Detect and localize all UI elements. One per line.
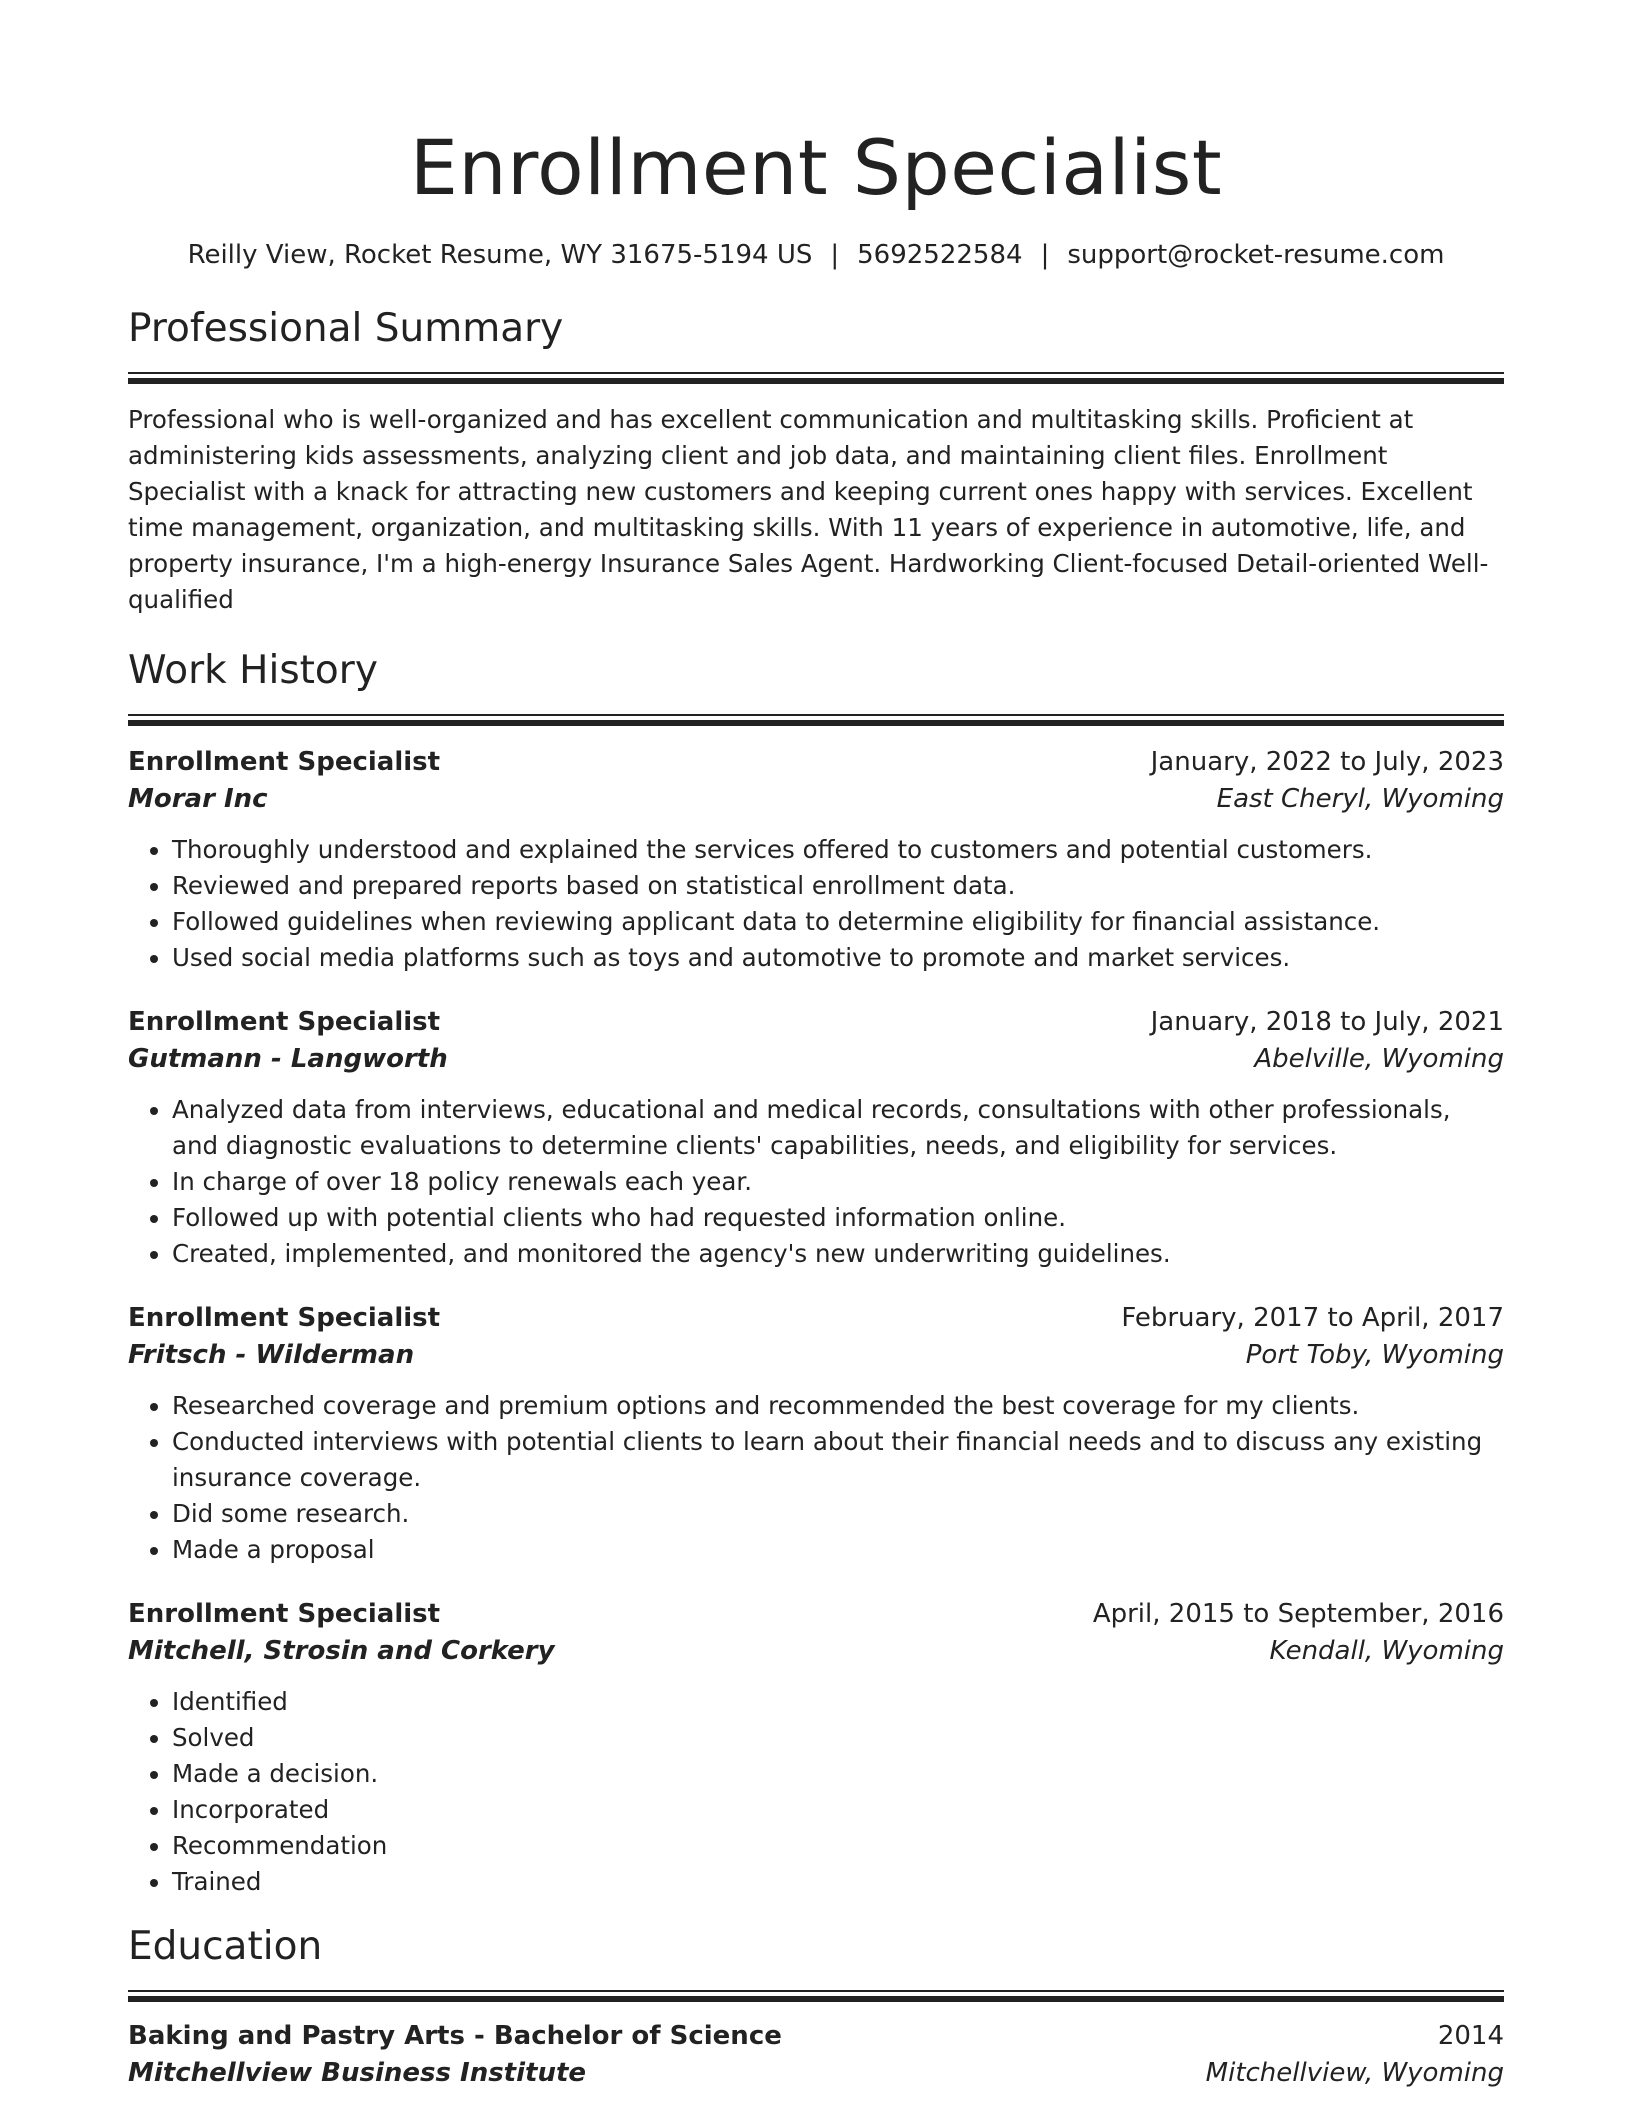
job-title: Enrollment Specialist bbox=[128, 1599, 441, 1629]
job-title: Enrollment Specialist bbox=[128, 747, 441, 777]
job-bullet: • Identified bbox=[172, 1684, 1504, 1720]
education-section bbox=[128, 1922, 1504, 2092]
job-company: Mitchell, Strosin and Corkery bbox=[128, 1636, 555, 1666]
job-bullet: • Researched coverage and premium options and recommended the best coverage for my clients. bbox=[172, 1388, 1504, 1424]
job-location: East Cheryl, Wyoming bbox=[1216, 784, 1504, 814]
section-divider bbox=[128, 1990, 1504, 2002]
job-bullet: • Followed up with potential clients who had requested information online. bbox=[172, 1200, 1504, 1236]
job-bullets bbox=[128, 1092, 1504, 1272]
education-year: 2014 bbox=[1437, 2021, 1504, 2051]
job-bullet: • In charge of over 18 policy renewals each year. bbox=[172, 1164, 1504, 1200]
job-title: Enrollment Specialist bbox=[128, 1007, 441, 1037]
job-entry bbox=[128, 744, 1504, 976]
job-header-row bbox=[128, 744, 1504, 780]
job-bullet: • Made a decision. bbox=[172, 1756, 1504, 1792]
job-company: Gutmann - Langworth bbox=[128, 1044, 448, 1074]
education-school-row bbox=[128, 2054, 1504, 2092]
work-history-heading: Work History bbox=[128, 648, 378, 693]
summary-text: Professional who is well-organized and has excellent communication and multitasking skills. Proficient at administering kids assessments, analyzing client and job data, and maintaining client files. Enrollment Specialist with a knack for attracting new customers and keeping current ones happy with services. Excellent time management, organization, and multitasking skills. With 11 years of experience in automotive, life, and property insurance, I'm a high-energy Insurance Sales Agent. Hardworking Client-focused Detail-oriented Well-qualified bbox=[128, 405, 1489, 614]
education-header-row bbox=[128, 2018, 1504, 2054]
job-location: Kendall, Wyoming bbox=[1269, 1636, 1504, 1666]
job-company-row bbox=[128, 1040, 1504, 1078]
job-dates: January, 2018 to July, 2021 bbox=[1150, 1007, 1504, 1037]
summary-heading: Professional Summary bbox=[128, 306, 564, 351]
job-title: Enrollment Specialist bbox=[128, 1303, 441, 1333]
job-bullet: • Thoroughly understood and explained the services offered to customers and potential customers. bbox=[172, 832, 1504, 868]
job-entry bbox=[128, 1596, 1504, 1900]
job-company: Fritsch - Wilderman bbox=[128, 1340, 415, 1370]
job-company-row bbox=[128, 780, 1504, 818]
education-location: Mitchellview, Wyoming bbox=[1205, 2058, 1504, 2088]
contact-separator: | bbox=[830, 240, 840, 270]
job-header-row bbox=[128, 1004, 1504, 1040]
job-bullet: • Made a proposal bbox=[172, 1532, 1504, 1568]
education-entry bbox=[128, 2018, 1504, 2092]
job-dates: February, 2017 to April, 2017 bbox=[1121, 1303, 1504, 1333]
section-divider bbox=[128, 372, 1504, 384]
job-company-row bbox=[128, 1632, 1504, 1670]
job-bullet: • Solved bbox=[172, 1720, 1504, 1756]
job-bullet: • Analyzed data from interviews, educational and medical records, consultations with other professionals, and diagnostic evaluations to determine clients' capabilities, needs, and eligibility for services. bbox=[172, 1092, 1504, 1164]
job-bullet: • Trained bbox=[172, 1864, 1504, 1900]
job-bullets bbox=[128, 832, 1504, 976]
contact-separator: | bbox=[1040, 240, 1050, 270]
job-company-row bbox=[128, 1336, 1504, 1374]
job-bullet: • Did some research. bbox=[172, 1496, 1504, 1532]
job-bullets bbox=[128, 1388, 1504, 1568]
job-location: Port Toby, Wyoming bbox=[1245, 1340, 1504, 1370]
section-divider bbox=[128, 714, 1504, 726]
work-history-section bbox=[128, 646, 1504, 1900]
summary-section bbox=[128, 304, 1504, 618]
job-bullet: • Created, implemented, and monitored the agency's new underwriting guidelines. bbox=[172, 1236, 1504, 1272]
job-header-row bbox=[128, 1300, 1504, 1336]
education-heading: Education bbox=[128, 1924, 323, 1969]
job-location: Abelville, Wyoming bbox=[1254, 1044, 1504, 1074]
job-bullets bbox=[128, 1684, 1504, 1900]
job-bullet: • Incorporated bbox=[172, 1792, 1504, 1828]
contact-phone: 5692522584 bbox=[857, 240, 1023, 270]
job-entry bbox=[128, 1004, 1504, 1272]
job-bullet: • Recommendation bbox=[172, 1828, 1504, 1864]
job-bullet: • Followed guidelines when reviewing applicant data to determine eligibility for financial assistance. bbox=[172, 904, 1504, 940]
job-header-row bbox=[128, 1596, 1504, 1632]
contact-address: Reilly View, Rocket Resume, WY 31675-5194 US bbox=[187, 240, 813, 270]
job-entry bbox=[128, 1300, 1504, 1568]
job-bullet: • Reviewed and prepared reports based on statistical enrollment data. bbox=[172, 868, 1504, 904]
job-bullet: • Conducted interviews with potential clients to learn about their financial needs and to discuss any existing insurance coverage. bbox=[172, 1424, 1504, 1496]
job-bullet: • Used social media platforms such as toys and automotive to promote and market services. bbox=[172, 940, 1504, 976]
contact-line bbox=[128, 238, 1504, 272]
resume-title: Enrollment Specialist bbox=[409, 123, 1223, 212]
education-degree: Baking and Pastry Arts - Bachelor of Science bbox=[128, 2021, 782, 2051]
job-dates: April, 2015 to September, 2016 bbox=[1092, 1599, 1504, 1629]
contact-email: support@rocket-resume.com bbox=[1067, 240, 1445, 270]
job-dates: January, 2022 to July, 2023 bbox=[1150, 747, 1504, 777]
job-company: Morar Inc bbox=[128, 784, 268, 814]
education-school: Mitchellview Business Institute bbox=[128, 2058, 587, 2088]
